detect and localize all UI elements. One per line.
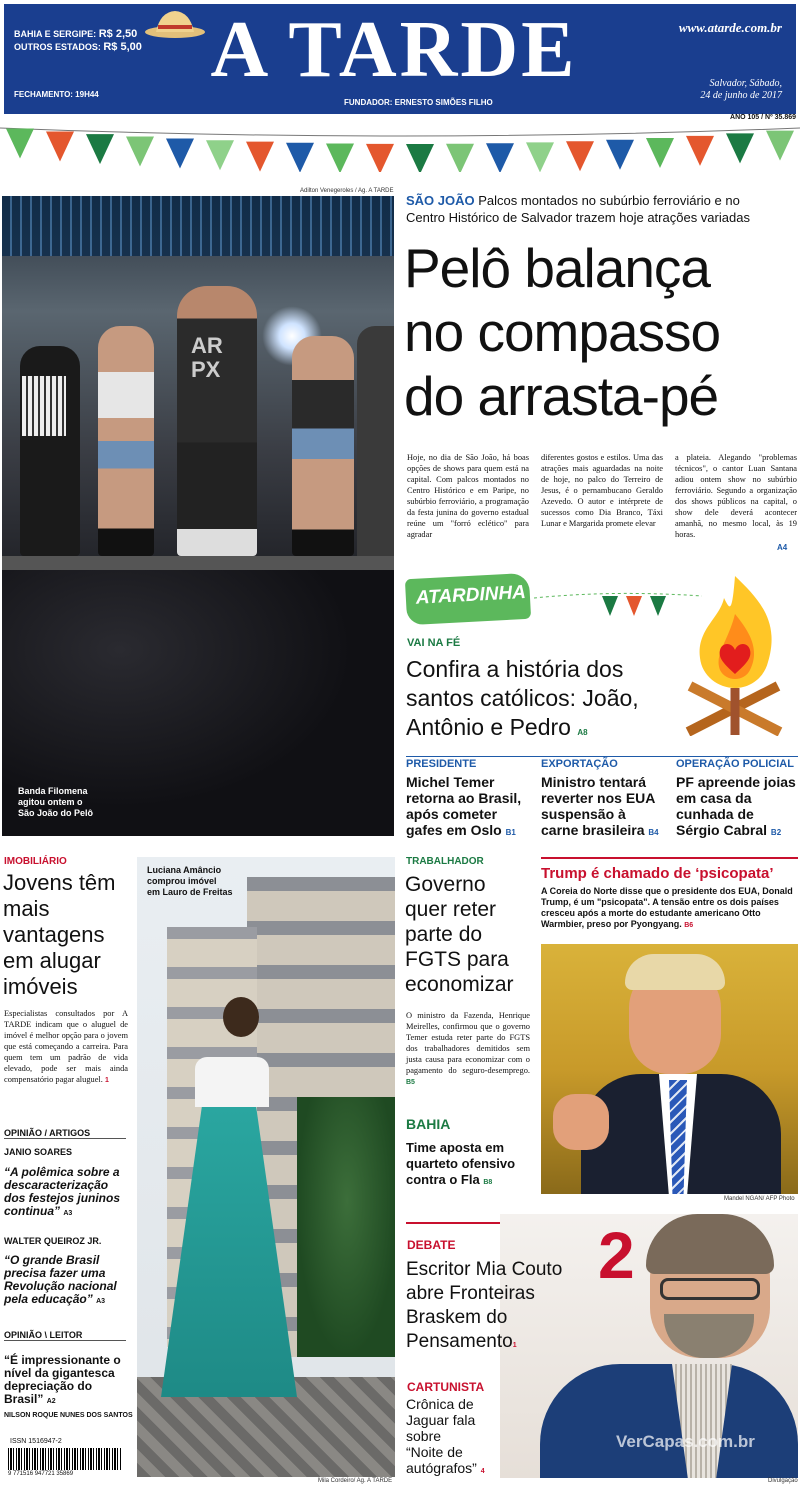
founder-line: FUNDADOR: ERNESTO SIMÕES FILHO xyxy=(344,98,493,107)
atardinha-logo: ATARDINHA xyxy=(415,581,527,609)
teaser-presidente[interactable]: PRESIDENTE Michel Temer retorna ao Brasil, após cometer gafes em Oslo B1 xyxy=(406,758,522,838)
reader-author: NILSON ROQUE NUNES DOS SANTOS xyxy=(4,1412,133,1419)
bunting-flag xyxy=(166,139,194,169)
masthead xyxy=(4,4,796,114)
bunting-flag xyxy=(286,143,314,172)
trump-rule xyxy=(541,857,798,859)
stage-edge xyxy=(2,556,394,570)
festival-bunting xyxy=(0,122,800,172)
dancer-right xyxy=(292,336,354,556)
trump-headline[interactable]: Trump é chamado de ‘psicopata’ xyxy=(541,865,774,882)
closing-time: FECHAMENTO: 19H44 xyxy=(14,90,99,99)
woman-top xyxy=(195,1057,269,1107)
bunting-flag xyxy=(566,141,594,171)
debate-photo-credit: Divulgação xyxy=(768,1478,798,1484)
atardinha-kicker: VAI NA FÉ xyxy=(407,637,461,649)
bunting-flag xyxy=(246,142,274,172)
trabalhador-kicker: TRABALHADOR xyxy=(406,856,484,867)
bunting-flag xyxy=(446,144,474,172)
bunting-flag xyxy=(526,142,554,172)
imobiliario-body: Especialistas consultados por A TARDE indicam que o aluguel de imóvel é melhor opção para o jovem que está começando a carreira. Para quem tem um padrão de vida elevado, pode ser mais ainda compensatório pagar aluguel. 1 xyxy=(4,1009,128,1084)
main-photo[interactable] xyxy=(2,196,394,836)
website-link[interactable]: www.atarde.com.br xyxy=(678,20,782,35)
trump-photo-credit: Mandel NGAN/ AFP Photo xyxy=(724,1196,795,1202)
bunting-flag xyxy=(366,144,394,172)
hand xyxy=(553,1094,609,1150)
imobiliario-kicker: IMOBILIÁRIO xyxy=(4,856,67,867)
newspaper-logo[interactable]: A TARDE xyxy=(210,6,578,94)
guitarist xyxy=(357,326,394,556)
debate-kicker: DEBATE xyxy=(407,1238,456,1252)
opinion-quote-1[interactable]: “A polêmica sobre a descaracterização dos festejos juninos continua” A3 xyxy=(4,1165,121,1218)
opinion-author-2: WALTER QUEIROZ JR. xyxy=(4,1236,102,1246)
edition-number: ANO 105 / Nº 35.869 xyxy=(730,114,796,121)
hair xyxy=(625,954,725,990)
photo-caption: Banda Filomena agitou ontem o São João do Pelô xyxy=(18,786,94,818)
price-other: OUTROS ESTADOS: R$ 5,00 xyxy=(14,41,142,53)
bunting-flag xyxy=(686,136,714,166)
teaser-exportacao[interactable]: EXPORTAÇÃO Ministro tentará reverter nos EUA suspensão à carne brasileira B4 xyxy=(541,758,659,838)
hair xyxy=(646,1214,774,1274)
building-photo[interactable] xyxy=(137,857,395,1477)
opinion-author-1: JANIO SOARES xyxy=(4,1147,73,1157)
trabalhador-headline[interactable]: Governo quer reter parte do FGTS para economizar xyxy=(405,873,514,996)
issue-date: Salvador, Sábado, 24 de junho de 2017 xyxy=(700,78,782,101)
cartunista-kicker: CARTUNISTA xyxy=(407,1380,485,1394)
section-number-badge: 2 xyxy=(598,1218,635,1292)
reader-quote[interactable]: “É impressionante o nível da gigantesca depreciação do Brasil” A2 xyxy=(4,1353,121,1406)
atardinha-logo-box[interactable] xyxy=(405,573,531,625)
accordion-icon xyxy=(22,376,66,436)
led-panel xyxy=(2,196,394,256)
trump-body: A Coreia do Norte disse que o presidente dos EUA, Donald Trump, é um "psicopata". A tensão entre os dois países cresceu após a morte do estudante americano Otto Warmbier, preso por Pyongyang. B6 xyxy=(541,886,793,929)
building-photo-credit: Mila Cordeiro/ Ag. A TARDE xyxy=(318,1478,393,1484)
bunting-flag xyxy=(486,143,514,172)
cartunista-headline[interactable]: Crônica de Jaguar fala sobre “Noite de autógrafos” 4 xyxy=(406,1396,485,1476)
barcode-digits: 9 771516 947721 35869 xyxy=(8,1471,74,1477)
small-bunting xyxy=(534,588,704,628)
bunting-flag xyxy=(206,140,234,170)
bunting-flag xyxy=(6,128,34,158)
woman-hair xyxy=(223,997,259,1037)
bunting-flag xyxy=(766,131,794,161)
opinion-quote-2[interactable]: “O grande Brasil precisa fazer uma Revolução nacional pela educação” A3 xyxy=(4,1253,117,1306)
lead-deck: SÃO JOÃO Palcos montados no subúrbio ferroviário e no Centro Histórico de Salvador trazem hoje atrações variadas xyxy=(406,193,750,225)
building-photo-caption: Luciana Amâncio comprou imóvel em Lauro de Freitas xyxy=(147,865,233,897)
reader-section-label: OPINIÃO \ LEITOR xyxy=(4,1330,126,1341)
lead-body-col3: a plateia. Alegando "problemas técnicos", o cantor Luan Santana adiou ontem show no subúrbio ferroviário. Segundo a organização dos shows públicos na capital, o show dele deverá acontecer amanhã, no mesmo local, às 19 horas. xyxy=(675,453,797,539)
bunting-flag xyxy=(726,133,754,163)
teasers-rule xyxy=(406,756,798,757)
imobiliario-headline[interactable]: Jovens têm mais vantagens em alugar imóveis xyxy=(3,870,116,999)
glasses-icon xyxy=(660,1278,760,1300)
lead-page-ref[interactable]: A4 xyxy=(777,543,788,552)
atardinha-headline[interactable]: Confira a história dos santos católicos: João, Antônio e Pedro A8 xyxy=(406,656,639,740)
trabalhador-body: O ministro da Fazenda, Henrique Meirelles, confirmou que o governo Temer estuda reter parte do FGTS dos trabalhadores demitidos sem justa causa para economizar com o pagamento do seguro-desemprego. B5 xyxy=(406,1011,530,1086)
bunting-flag xyxy=(606,140,634,170)
bunting-flag xyxy=(46,131,74,161)
bahia-headline[interactable]: Time aposta em quarteto ofensivo contra o Fla B8 xyxy=(406,1140,516,1187)
barcode-icon xyxy=(8,1448,122,1470)
lead-headline[interactable]: Pelô balança no compasso do arrasta-pé xyxy=(404,237,721,427)
photo-credit: Adilton Venegeroles / Ag. A TARDE xyxy=(300,188,394,194)
singer: AR PX xyxy=(177,286,257,556)
price-bahia: BAHIA E SERGIPE: R$ 2,50 xyxy=(14,28,138,40)
jacket xyxy=(540,1364,798,1478)
lead-body-col2: diferentes gostos e estilos. Uma das atrações mais aguardadas na noite de hoje, no palco do Terreiro de Jesus, é o pernambucano Geraldo Azevedo. O autor e intérprete de sucessos como Dia Branco, Táxi Lunar e Margarida promete elevar xyxy=(541,453,663,528)
teaser-operacao-policial[interactable]: OPERAÇÃO POLICIAL PF apreende joias em casa da cunhada de Sérgio Cabral B2 xyxy=(676,758,796,838)
bunting-flag xyxy=(326,143,354,172)
issn: ISSN 1516947-2 xyxy=(10,1438,62,1445)
watermark: VerCapas.com.br xyxy=(616,1432,755,1451)
bonfire-icon xyxy=(680,570,790,736)
trees xyxy=(297,1097,395,1357)
debate-headline[interactable]: Escritor Mia Couto abre Fronteiras Braskem do Pensamento1 xyxy=(406,1259,563,1352)
bunting-flag xyxy=(646,138,674,168)
trump-photo[interactable] xyxy=(541,944,798,1194)
dancer-left xyxy=(98,326,154,556)
bahia-kicker: BAHIA xyxy=(406,1116,451,1132)
bunting-flag xyxy=(86,134,114,164)
bunting-flag xyxy=(126,136,154,166)
opinion-section-label: OPINIÃO / ARTIGOS xyxy=(4,1128,126,1139)
bunting-flag xyxy=(406,144,434,172)
lead-body-col1: Hoje, no dia de São João, há boas opções de shows para quem está na capital. Com palcos montados no Centro Histórico e em Paripe, no subúrbio ferroviário, a programação da festa junina do governo estadual reúne um "forró eclético" para agradar xyxy=(407,453,529,539)
